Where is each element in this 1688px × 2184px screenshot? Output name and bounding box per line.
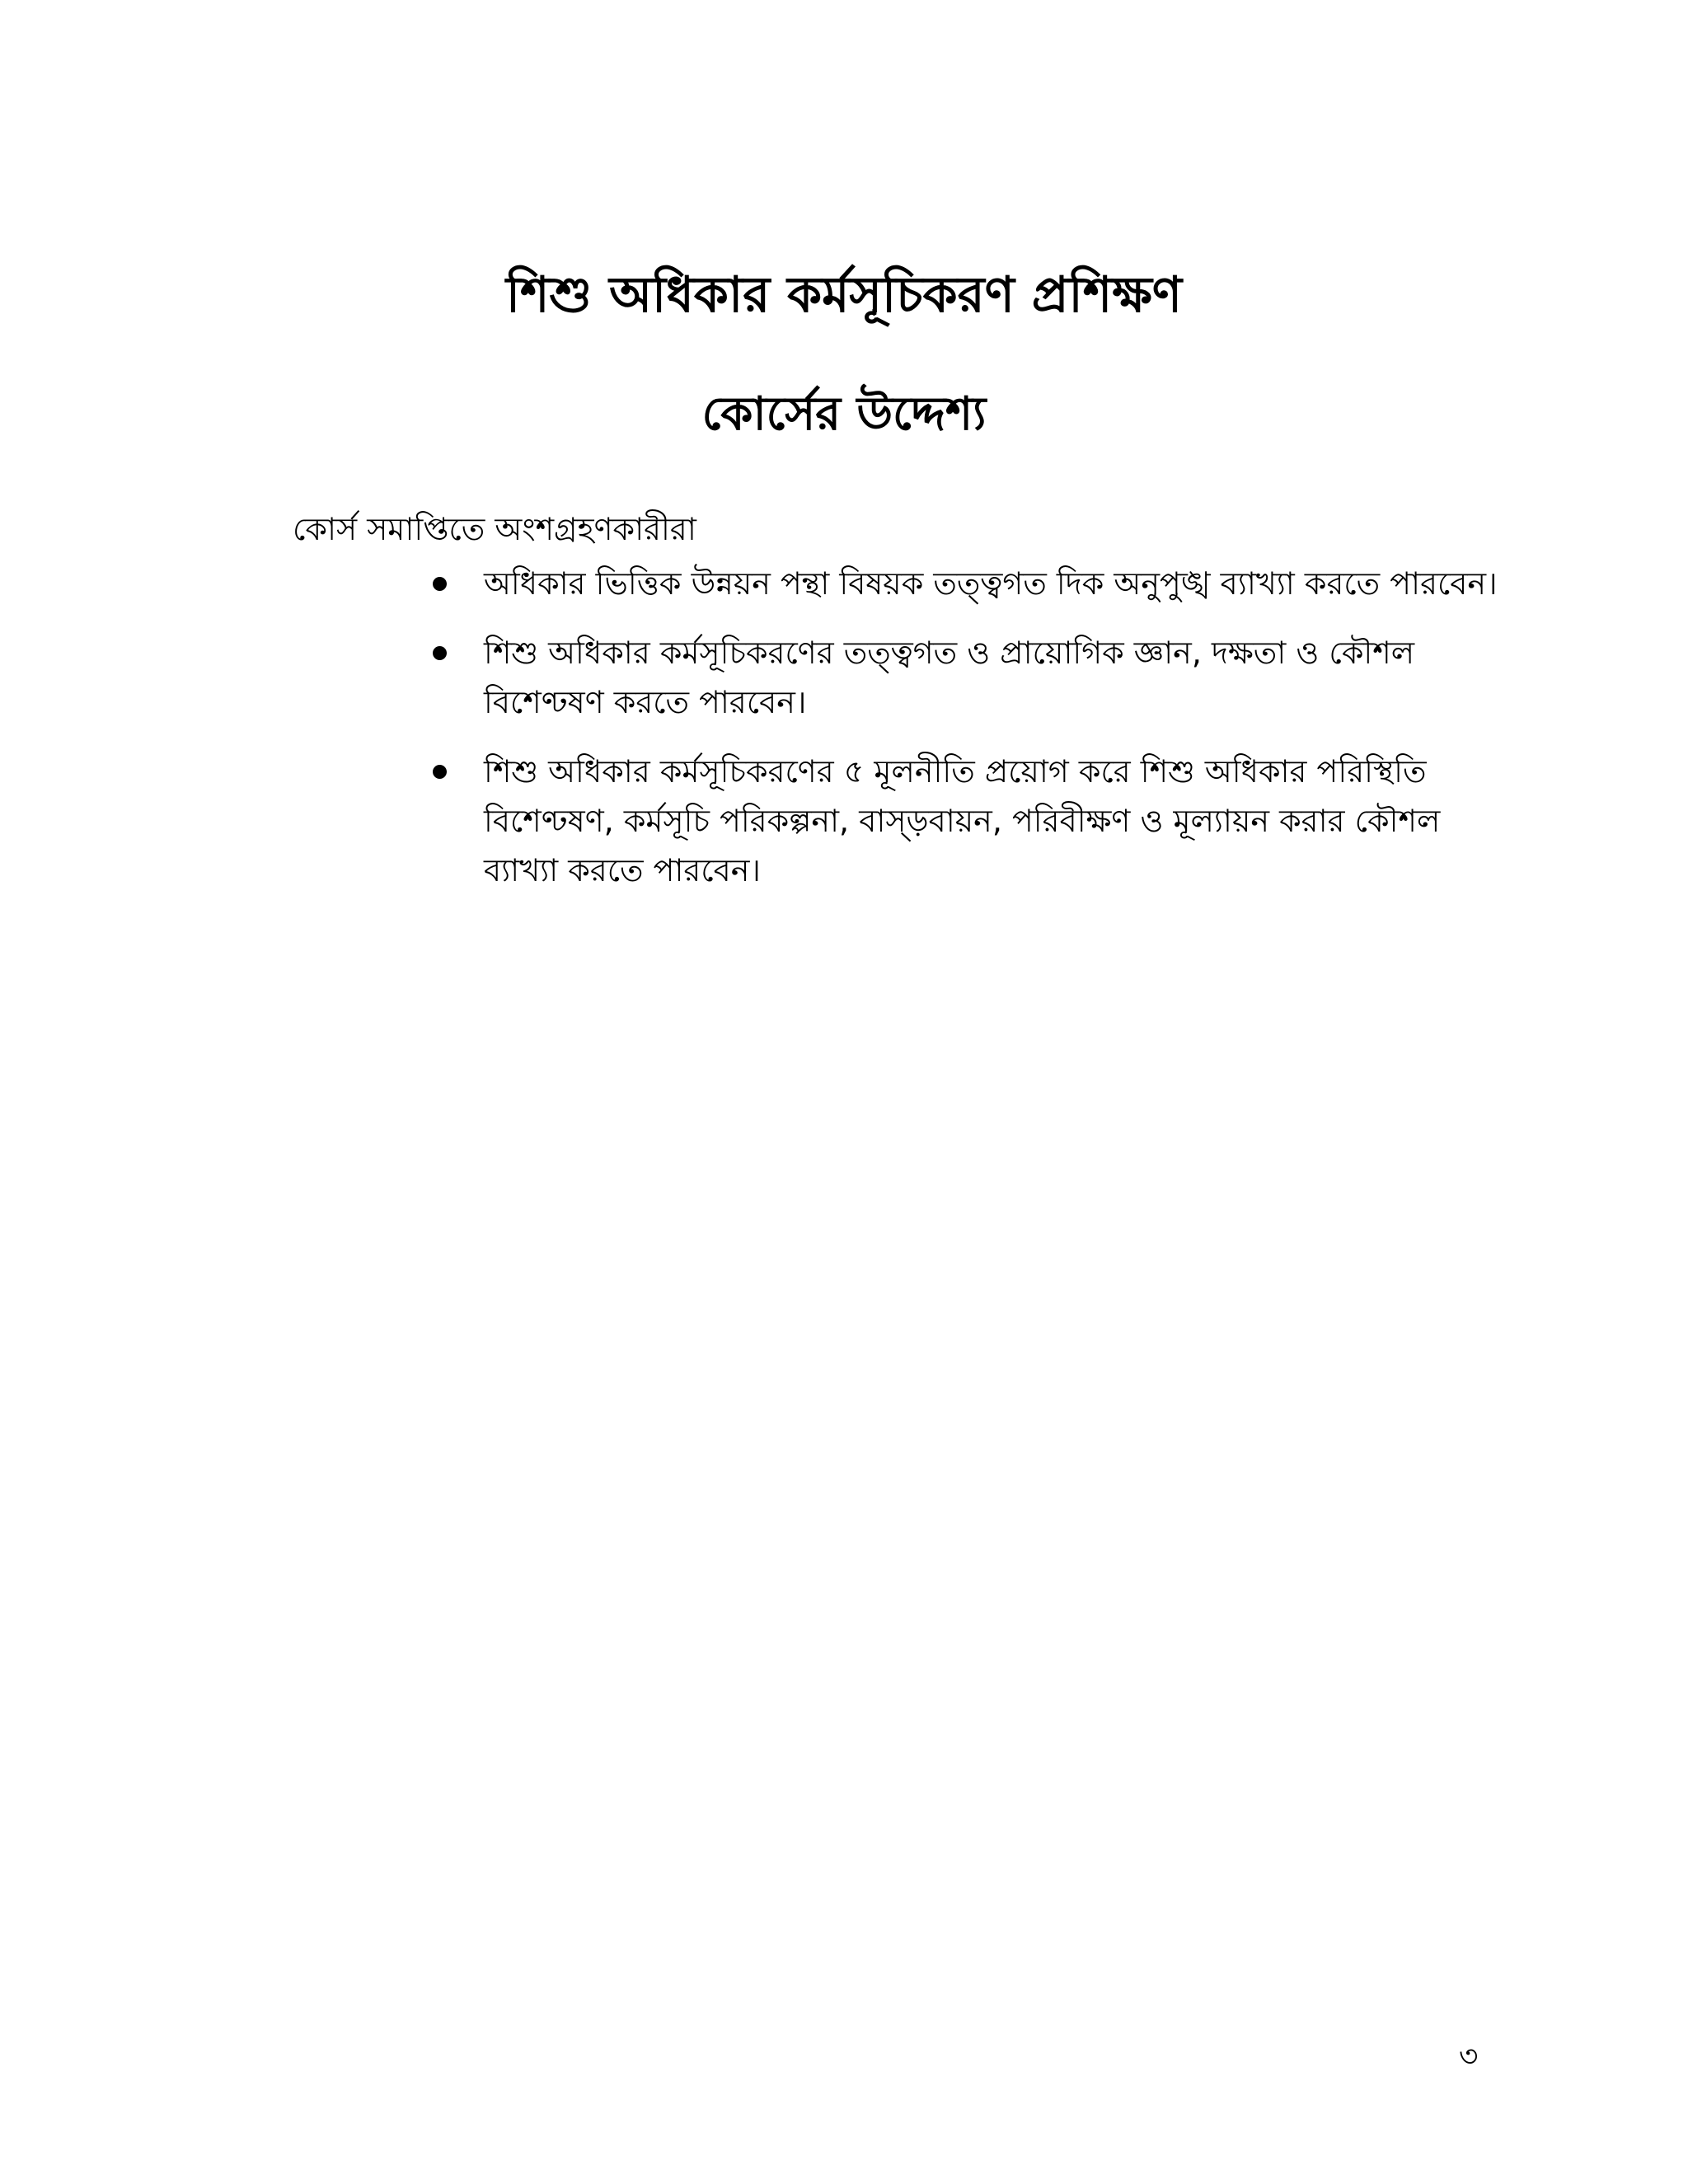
list-item [433, 628, 1504, 727]
bullet-icon [433, 577, 447, 591]
list-item [433, 559, 1504, 608]
objective-text: শিশু অধিকার কর্মসূচিকরণের ৫ মূলনীতি প্রয়োগ করে শিশু অধিকার পরিস্থিতি বিশেণ্ঢষণ, কর্মসূচি পরিকল্পনা, বাস্ড়বায়ন, পরিবীক্ষণ ও মূল্যায়ন করার কৌশল ব্যাখ্যা করতে পারবেন। [484, 753, 1441, 888]
page-number: ৩ [1459, 2040, 1479, 2074]
section-heading: কোর্সের উদ্দেশ্য [701, 387, 987, 441]
page-title: শিশু অধিকার কর্মসূচিকরণ প্রশিক্ষণ [505, 266, 1183, 324]
objectives-list [433, 559, 1504, 915]
bullet-icon [433, 646, 447, 660]
objective-text: অধিকার ভিত্তিক উন্নয়ন পন্থা বিষয়ক তত্ত্বগত দিক অনুপুঙ্খ ব্যাখ্যা করতে পারবেন। [484, 565, 1498, 602]
intro-text: কোর্স সমাপ্তিতে অংশগ্রহণকারীরা [293, 511, 696, 547]
objective-text: শিশু অধিকার কর্মসূচিকরণের তত্ত্বগত ও প্রায়োগিক জ্ঞান, দক্ষতা ও কৌশল বিশেণ্ঢষণ করতে পারবেন। [484, 635, 1415, 720]
bullet-icon [433, 765, 447, 779]
list-item [433, 747, 1504, 895]
